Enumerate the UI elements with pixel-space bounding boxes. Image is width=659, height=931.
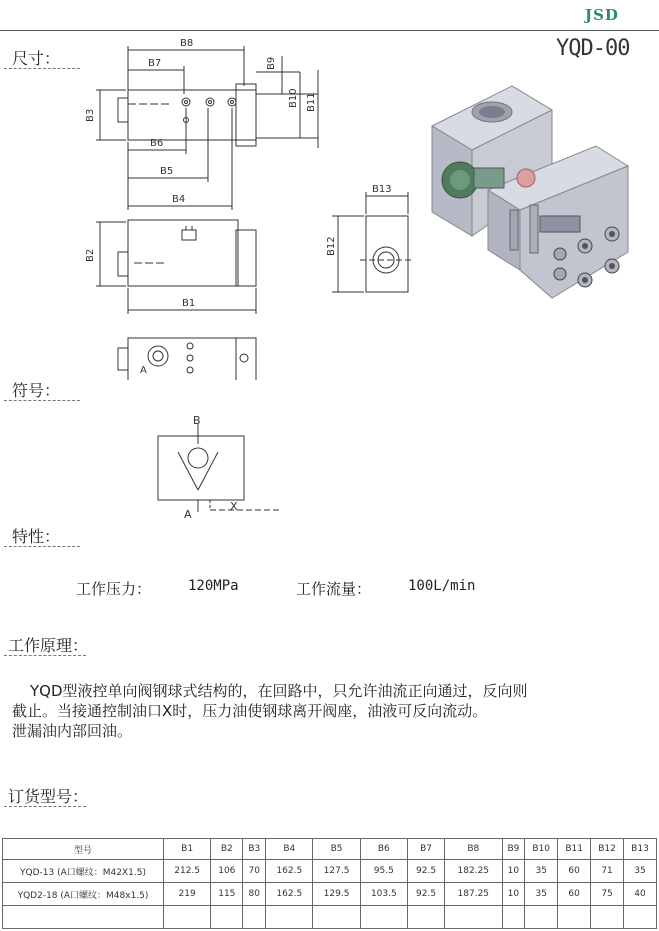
table-cell xyxy=(525,906,558,929)
col-header: B11 xyxy=(558,839,591,860)
port-label-a: A xyxy=(184,508,192,521)
table-row xyxy=(3,860,657,883)
dim-label-b1: B1 xyxy=(182,298,196,309)
col-header: B8 xyxy=(445,839,502,860)
col-header: B7 xyxy=(407,839,444,860)
table-cell xyxy=(360,906,407,929)
table-cell: 35 xyxy=(525,883,558,906)
order-table xyxy=(2,838,657,929)
col-header: B12 xyxy=(591,839,624,860)
section-principle-rule xyxy=(4,655,86,656)
table-cell xyxy=(624,906,657,929)
table-cell xyxy=(266,906,313,929)
top-view xyxy=(96,46,318,210)
table-cell: 95.5 xyxy=(360,860,407,883)
table-cell: 212.5 xyxy=(164,860,211,883)
table-cell: 115 xyxy=(211,883,243,906)
dim-label-b8: B8 xyxy=(180,38,194,49)
table-cell: 162.5 xyxy=(266,860,313,883)
col-header: B13 xyxy=(624,839,657,860)
table-cell: 10 xyxy=(502,860,525,883)
principle-line-2: 截止。当接通控制油口X时，压力油使钢球离开阀座，油液可反向流动。 xyxy=(12,702,488,720)
section-order-rule xyxy=(4,806,86,807)
dim-label-b13: B13 xyxy=(372,184,392,195)
dim-label-b7: B7 xyxy=(148,58,162,69)
table-cell xyxy=(591,906,624,929)
top-view-flange xyxy=(236,84,256,146)
top-view-plug xyxy=(118,98,128,122)
table-cell: 106 xyxy=(211,860,243,883)
table-cell: 70 xyxy=(243,860,266,883)
dim-label-b2: B2 xyxy=(85,248,96,262)
section-symbol-rule xyxy=(4,400,80,401)
dim-label-b5: B5 xyxy=(160,166,174,177)
table-cell: 182.25 xyxy=(445,860,502,883)
table-cell xyxy=(243,906,266,929)
col-header: 型号 xyxy=(3,839,164,860)
valve-3d-rendering xyxy=(432,86,628,298)
col-header: B3 xyxy=(243,839,266,860)
flow-value: 100L/min xyxy=(408,578,476,594)
section-symbol-title: 符号： xyxy=(12,381,61,400)
port-label-x: X xyxy=(230,500,238,513)
section-order-title: 订货型号： xyxy=(8,787,89,806)
table-cell: 129.5 xyxy=(313,883,360,906)
table-header-row xyxy=(3,839,657,860)
table-cell xyxy=(407,906,444,929)
col-header: B6 xyxy=(360,839,407,860)
table-cell xyxy=(3,906,164,929)
table-row xyxy=(3,906,657,929)
principle-line-1: YQD型液控单向阀钢球式结构的，在回路中，只允许油流正向通过，反向则 xyxy=(30,682,528,700)
table-cell xyxy=(445,906,502,929)
table-cell: 60 xyxy=(558,860,591,883)
table-cell: 187.25 xyxy=(445,883,502,906)
table-cell: 92.5 xyxy=(407,860,444,883)
col-header: B5 xyxy=(313,839,360,860)
dim-label-b4: B4 xyxy=(172,194,186,205)
dim-label-b3: B3 xyxy=(85,108,96,122)
pressure-value: 120MPa xyxy=(188,578,239,594)
table-cell: YQD2-18 (A口螺纹：M48x1.5) xyxy=(3,883,164,906)
table-cell: YQD-13 (A口螺纹：M42X1.5) xyxy=(3,860,164,883)
col-header: B1 xyxy=(164,839,211,860)
principle-text xyxy=(12,681,612,741)
col-header: B2 xyxy=(211,839,243,860)
model-code: YQD-00 xyxy=(556,36,630,61)
table-cell: 219 xyxy=(164,883,211,906)
table-cell: 35 xyxy=(624,860,657,883)
dim-label-b6: B6 xyxy=(150,138,164,149)
table-cell: 162.5 xyxy=(266,883,313,906)
table-cell xyxy=(502,906,525,929)
dim-label-b11: B11 xyxy=(306,92,317,112)
table-cell: 127.5 xyxy=(313,860,360,883)
section-characteristics-title: 特性： xyxy=(12,527,61,546)
table-cell xyxy=(558,906,591,929)
table-cell: 103.5 xyxy=(360,883,407,906)
table-cell: 71 xyxy=(591,860,624,883)
brand-logo: JSD xyxy=(585,6,619,24)
table-cell: 75 xyxy=(591,883,624,906)
table-cell: 10 xyxy=(502,883,525,906)
table-cell: 80 xyxy=(243,883,266,906)
bottom-view xyxy=(118,338,256,380)
table-cell xyxy=(164,906,211,929)
table-cell xyxy=(313,906,360,929)
pressure-label: 工作压力： xyxy=(76,580,152,598)
dim-label-b9: B9 xyxy=(266,56,277,70)
table-row xyxy=(3,883,657,906)
section-characteristics-rule xyxy=(4,546,80,547)
col-header: B9 xyxy=(502,839,525,860)
section-principle-title: 工作原理： xyxy=(8,636,89,655)
port-label-a-front: A xyxy=(140,365,147,376)
table-cell: 92.5 xyxy=(407,883,444,906)
top-view-body xyxy=(128,90,256,140)
hydraulic-symbol xyxy=(150,414,300,522)
table-cell: 35 xyxy=(525,860,558,883)
technical-drawing xyxy=(0,30,659,380)
front-view xyxy=(96,220,256,314)
dim-label-b10: B10 xyxy=(288,88,299,108)
table-cell: 60 xyxy=(558,883,591,906)
port-label-b: B xyxy=(193,414,201,427)
section-dimensions-title: 尺寸： xyxy=(12,49,61,68)
side-view xyxy=(332,192,412,292)
side-view-body xyxy=(366,216,408,292)
dim-label-b12: B12 xyxy=(326,236,337,256)
table-cell: 40 xyxy=(624,883,657,906)
flow-label: 工作流量： xyxy=(296,580,372,598)
principle-line-3: 泄漏油内部回油。 xyxy=(12,722,133,740)
col-header: B10 xyxy=(525,839,558,860)
col-header: B4 xyxy=(266,839,313,860)
table-cell xyxy=(211,906,243,929)
